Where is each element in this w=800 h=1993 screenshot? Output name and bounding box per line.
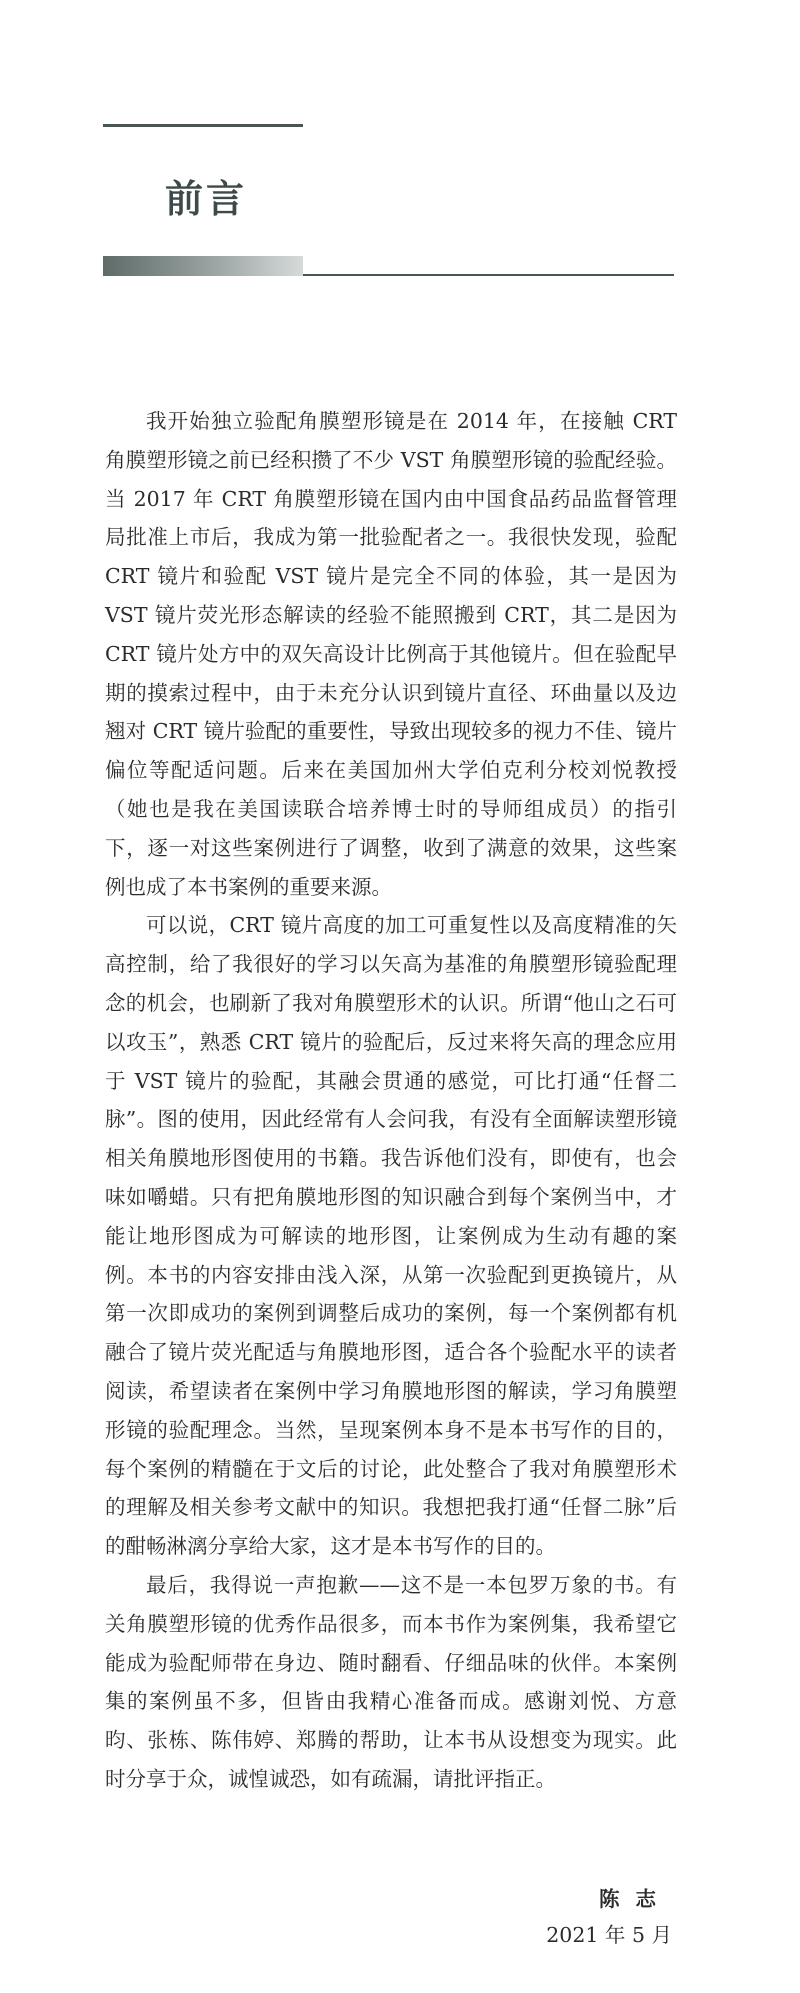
- signature-date: 2021 年 5 月: [546, 1923, 672, 1947]
- page-title: 前言: [165, 176, 248, 221]
- top-rule: [103, 124, 303, 127]
- author-signature: 陈志: [599, 1887, 672, 1911]
- paragraph-3: 最后，我得说一声抱歉——这不是一本包罗万象的书。有关角膜塑形镜的优秀作品很多，而本书作为案例集，我希望它能成为验配师带在身边、随时翻看、仔细品味的伙伴。本案例集的案例虽不多，但皆由我精心准备而成。感谢刘悦、方意昀、张栋、陈伟婷、郑腾的帮助，让本书从设想变为现实。此时分享于众，诚惶诚恐，如有疏漏，请批评指正。: [105, 1572, 677, 1791]
- paragraph-2: 可以说，CRT 镜片高度的加工可重复性以及高度精准的矢高控制，给了我很好的学习以矢高为基准的角膜塑形镜验配理念的机会，也刷新了我对角膜塑形术的认识。所谓“他山之石可以攻玉”，熟悉 CRT 镜片的验配后，反过来将矢高的理念应用于 VST 镜片的验配，其融会贯通的感觉，可比打通“任督二脉”。图的使用，因此经常有人会问我，有没有全面解读塑形镜相关角膜地形图使用的书籍。我告诉他们没有，即使有，也会味如嚼蜡。只有把角膜地形图的知识融合到每个案例当中，才能让地形图成为可解读的地形图，让案例成为生动有趣的案例。本书的内容安排由浅入深，从第一次验配到更换镜片，从第一次即成功的案例到调整后成功的案例，每一个案例都有机融合了镜片荧光配适与角膜地形图，适合各个验配水平的读者阅读，希望读者在案例中学习角膜地形图的解读，学习角膜塑形镜的验配理念。当然，呈现案例本身不是本书写作的目的，每个案例的精髓在于文后的讨论，此处整合了我对角膜塑形术的理解及相关参考文献中的知识。我想把我打通“任督二脉”后的酣畅淋漓分享给大家，这才是本书写作的目的。: [105, 913, 677, 1559]
- preface-body: [105, 402, 677, 1799]
- paragraph-1: 我开始独立验配角膜塑形镜是在 2014 年，在接触 CRT 角膜塑形镜之前已经积攒了不少 VST 角膜塑形镜的验配经验。当 2017 年 CRT 角膜塑形镜在国内由中国食品药品监督管理局批准上市后，我成为第一批验配者之一。我很快发现，验配 CRT 镜片和验配 VST 镜片是完全不同的体验，其一是因为 VST 镜片荧光形态解读的经验不能照搬到 CRT，其二是因为 CRT 镜片处方中的双矢高设计比例高于其他镜片。但在验配早期的摸索过程中，由于未充分认识到镜片直径、环曲量以及边翘对 CRT 镜片验配的重要性，导致出现较多的视力不佳、镜片偏位等配适问题。后来在美国加州大学伯克利分校刘悦教授（她也是我在美国读联合培养博士时的导师组成员）的指引下，逐一对这些案例进行了调整，收到了满意的效果，这些案例也成了本书案例的重要来源。: [105, 409, 677, 899]
- title-band: [103, 256, 303, 276]
- title-underline: [303, 274, 674, 276]
